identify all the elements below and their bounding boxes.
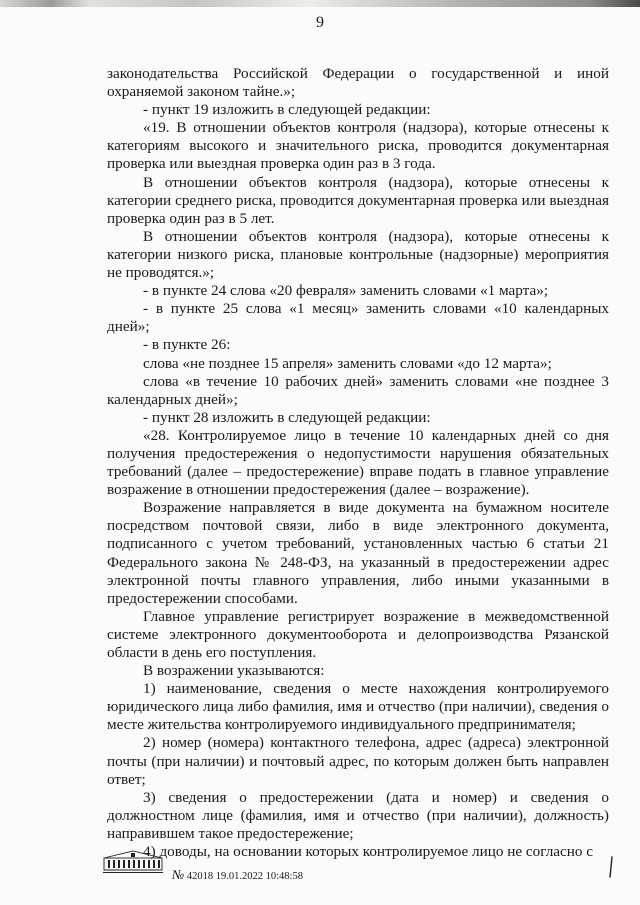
paragraph: В отношении объектов контроля (надзора), которые отнесены к категории низкого риска, плановые контрольные (надзорные) мероприятия не проводятся.»; — [107, 227, 609, 282]
paragraph: 4) доводы, на основании которых контролируемое лицо не согласно с — [143, 843, 594, 861]
paragraph: законодательства Российской Федерации о государственной и иной охраняемой законом тайне.»; — [107, 65, 609, 101]
paragraph: слова «в течение 10 рабочих дней» заменить словами «не позднее 3 календарных дней»; — [107, 372, 609, 408]
registration-stamp — [172, 867, 303, 883]
paragraph: - в пункте 25 слова «1 месяц» заменить словами «10 календарных дней»; — [107, 300, 609, 336]
number-sign: № — [172, 867, 185, 882]
paragraph: 3) сведения о предостережении (дата и номер) и сведения о должностном лице (фамилия, имя и отчество (при наличии), должность) направившем такое предостережение; — [107, 788, 609, 842]
page-number: 9 — [316, 14, 324, 31]
registration-text: 42018 19.01.2022 10:48:58 — [186, 871, 303, 882]
paragraph: «28. Контролируемое лицо в течение 10 календарных дней со дня получения предостережения о недопустимости нарушения обязательных требований (далее – предостережение) вправе подать в главное управление возражение в отношении предостережения (далее – возражение). — [107, 426, 609, 499]
scan-edge-artifact — [0, 0, 640, 7]
paragraph: Главное управление регистрирует возражение в межведомственной системе электронного документооборота и делопроизводства Рязанской области в день его поступления. — [107, 607, 609, 661]
paragraph: слова «не позднее 15 апреля» заменить словами «до 12 марта»; — [143, 354, 552, 372]
paragraph: «19. В отношении объектов контроля (надзора), которые отнесены к категориям высокого и значительного риска, проводится документарная проверка или выездная проверка один раз в 3 года. — [107, 119, 609, 173]
page-footer — [100, 846, 620, 886]
paragraph: Возражение направляется в виде документа на бумажном носителе посредством почтовой связи, либо в виде электронного документа, подписанного с учетом требований, установленных частью 6 статьи 21 Федерального закона № 248-ФЗ, на указанный в предостережении адрес электронной почты главного управления, либо иными указанными в предостережении способами. — [107, 499, 609, 607]
paragraph: В возражении указываются: — [143, 662, 325, 680]
paragraph: В отношении объектов контроля (надзора), которые отнесены к категории среднего риска, проводится документарная проверка или выездная проверка один раз в 5 лет. — [107, 173, 609, 227]
handwritten-mark-icon — [608, 856, 614, 878]
paragraph: - в пункте 24 слова «20 февраля» заменить словами «1 марта»; — [143, 282, 549, 300]
document-body — [107, 65, 609, 861]
paragraph: - пункт 28 изложить в следующей редакции: — [143, 408, 431, 426]
paragraph: 1) наименование, сведения о месте нахождения контролируемого юридического лица либо фамилия, имя и отчество (при наличии), сведения о месте жительства контролируемого индивидуального предпринимателя; — [107, 680, 609, 734]
government-building-stamp-icon — [102, 848, 164, 874]
paragraph: - в пункте 26: — [143, 336, 231, 354]
paragraph: - пункт 19 изложить в следующей редакции: — [143, 101, 431, 119]
paragraph: 2) номер (номера) контактного телефона, адрес (адреса) электронной почты (при наличии) и почтовый адрес, по которым должен быть направлен ответ; — [107, 734, 609, 788]
